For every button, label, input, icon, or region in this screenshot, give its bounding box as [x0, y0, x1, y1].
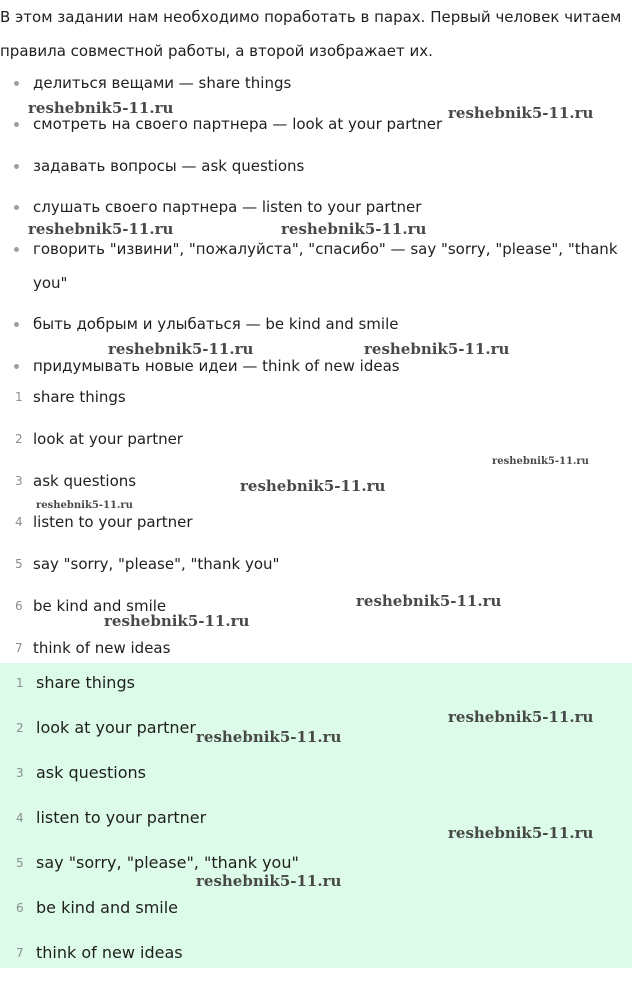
intro-line-1: В этом задании нам необходимо поработать в парах. Первый человек читаем — [0, 8, 622, 26]
intro-line-2: правила совместной работы, а второй изображает их. — [0, 42, 433, 60]
bullet-dot-icon — [14, 247, 19, 252]
item-text: listen to your partner — [33, 513, 193, 531]
bullet-text: задавать вопросы — ask questions — [33, 157, 305, 175]
bullet-dot-icon — [14, 322, 19, 327]
bullet-dot-icon — [14, 122, 19, 127]
answer-item — [0, 941, 632, 965]
item-number: 3 — [16, 766, 24, 780]
item-number: 7 — [15, 641, 23, 655]
list-item — [0, 427, 632, 451]
task-intro — [0, 0, 632, 68]
answer-item — [0, 896, 632, 920]
watermark: reshebnik5-11.ru — [28, 220, 174, 238]
item-text: say "sorry, "please", "thank you" — [36, 853, 299, 872]
item-number: 2 — [16, 721, 24, 735]
bullet-text: придумывать новые идеи — think of new ideas — [33, 357, 400, 375]
item-number: 1 — [16, 676, 24, 690]
item-number: 4 — [15, 515, 23, 529]
watermark: reshebnik5-11.ru — [108, 340, 254, 358]
item-text: think of new ideas — [36, 943, 183, 962]
watermark: reshebnik5-11.ru — [448, 824, 594, 842]
item-number: 3 — [15, 474, 23, 488]
watermark: reshebnik5-11.ru — [281, 220, 427, 238]
watermark: reshebnik5-11.ru — [240, 477, 386, 495]
answer-item — [0, 761, 632, 785]
item-text: look at your partner — [36, 718, 196, 737]
watermark: reshebnik5-11.ru — [356, 592, 502, 610]
watermark: reshebnik5-11.ru — [364, 340, 510, 358]
list-item — [0, 636, 632, 660]
item-text: ask questions — [36, 763, 146, 782]
watermark: reshebnik5-11.ru — [492, 456, 589, 467]
item-text: be kind and smile — [36, 898, 179, 917]
watermark: reshebnik5-11.ru — [104, 612, 250, 630]
list-item — [0, 594, 632, 618]
item-number: 5 — [16, 856, 24, 870]
watermark: reshebnik5-11.ru — [196, 872, 342, 890]
item-number: 2 — [15, 432, 23, 446]
bullet-text: слушать своего партнера — listen to your partner — [33, 198, 422, 216]
item-text: be kind and smile — [33, 597, 167, 615]
bullet-dot-icon — [14, 205, 19, 210]
watermark: reshebnik5-11.ru — [36, 500, 133, 511]
item-text: listen to your partner — [36, 808, 207, 827]
item-text: say "sorry, "please", "thank you" — [33, 555, 280, 573]
item-number: 7 — [16, 946, 24, 960]
watermark: reshebnik5-11.ru — [448, 104, 594, 122]
item-number: 1 — [15, 390, 23, 404]
item-number: 6 — [15, 599, 23, 613]
bullet-text: говорить "извини", "пожалуйста", "спасибо" — say "sorry, "please", "thank — [33, 240, 618, 258]
item-text: share things — [36, 673, 135, 692]
item-number: 5 — [15, 557, 23, 571]
item-text: think of new ideas — [33, 639, 171, 657]
watermark: reshebnik5-11.ru — [28, 99, 174, 117]
list-item — [0, 510, 632, 534]
list-item — [0, 552, 632, 576]
item-number: 6 — [16, 901, 24, 915]
bullet-text: you" — [33, 274, 68, 292]
item-number: 4 — [16, 811, 24, 825]
item-text: look at your partner — [33, 430, 183, 448]
watermark: reshebnik5-11.ru — [448, 708, 594, 726]
list-item — [0, 385, 632, 409]
bullet-dot-icon — [14, 364, 19, 369]
item-text: share things — [33, 388, 126, 406]
answer-item — [0, 671, 632, 695]
item-text: ask questions — [33, 472, 137, 490]
bullet-dot-icon — [14, 164, 19, 169]
bullet-text: быть добрым и улыбаться — be kind and smile — [33, 315, 399, 333]
bullet-text: смотреть на своего партнера — look at your partner — [33, 115, 443, 133]
bullet-text: делиться вещами — share things — [33, 74, 292, 92]
bullet-dot-icon — [14, 81, 19, 86]
watermark: reshebnik5-11.ru — [196, 728, 342, 746]
